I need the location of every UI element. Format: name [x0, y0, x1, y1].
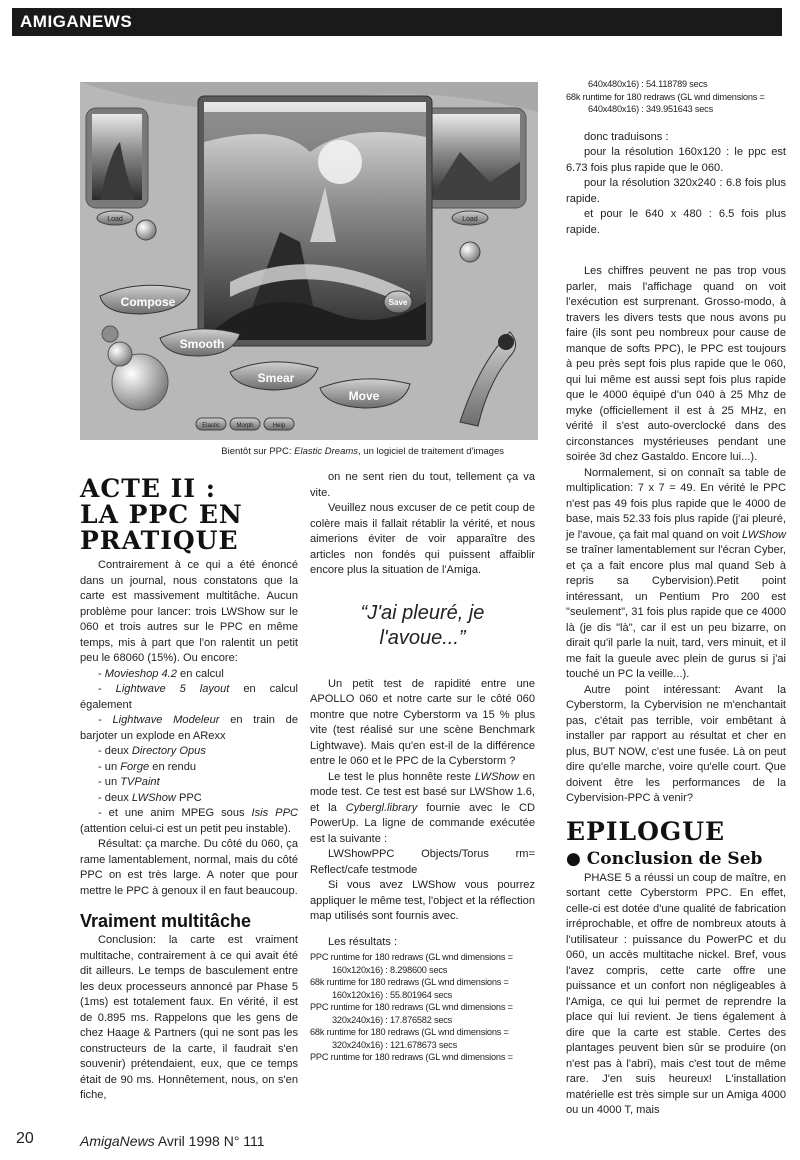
command-line: LWShowPPC Objects/Torus rm= Reflect/cafe testmode [310, 848, 535, 876]
column-2-text [310, 470, 535, 579]
magazine-header-title: AMIGANEWS [20, 12, 133, 31]
heading-line-3: PRATIQUE [80, 526, 239, 555]
paragraph: Si vous avez LWShow vous pourrez appliquer le même test, l'object et la réflection map utilisés sont fournis avec. [310, 879, 535, 922]
result-line: 640x480x16) : 54.118789 secs [588, 79, 708, 89]
paragraph: Un petit test de rapidité entre une APOLLO 060 et notre carte sur le côté 060 montre que notre Cyberstorm va 15 % plus vite (test réalisé sur une scène Benchmark Lightwave). Mais qu'en est-il de la différence entre le 060 et le PPC de la Cyberstorm ? [310, 677, 535, 767]
section-heading-epilogue: EPILOGUE [566, 816, 726, 846]
page-number: 20 [16, 1130, 34, 1147]
result-line: 640x480x16) : 349.951643 secs [588, 104, 713, 114]
figure-caption [80, 446, 504, 457]
result-line: 68k runtime for 180 redraws (GL wnd dimensions = [566, 91, 765, 102]
help-button[interactable]: Help [272, 423, 286, 429]
result-line: 68k runtime for 180 redraws (GL wnd dimensions = 320x240x16) : 121.678673 secs [310, 1027, 509, 1050]
bullet-icon: ● [566, 848, 587, 869]
paragraph: on ne sent rien du tout, tellement ça va vite. [310, 471, 535, 499]
paragraph: Le test le plus honnête reste LWShow en mode test. Ce test est basé sur LWShow 1.6, et la Cybergl.library fournie avec le CD PowerUp. La ligne de commande exécutée est la suivante : [310, 770, 535, 845]
move-button[interactable]: Move [348, 389, 380, 403]
load-button-right[interactable]: Load [462, 216, 478, 223]
paragraph: et pour le 640 x 480 : 6.5 fois plus rapide. [566, 208, 786, 236]
column-3-text [566, 130, 786, 807]
caption-text: Bientôt sur PPC: [221, 446, 295, 457]
page-header-bar [12, 8, 782, 36]
left-arrow-icon[interactable] [136, 220, 156, 240]
heading-line-1: ACTE II : [80, 474, 216, 503]
column-1-text [80, 558, 298, 899]
caption-software-name: Elastic Dreams [294, 446, 359, 457]
column-1 [80, 476, 298, 1104]
list-item: - deux Directory Opus [98, 745, 206, 757]
page-footer [80, 1133, 265, 1149]
pull-quote-line-2: l'avoue...” [379, 626, 466, 649]
result-line: 68k runtime for 180 redraws (GL wnd dimensions = 160x120x16) : 55.801964 secs [310, 977, 509, 1000]
list-item: - deux LWShow PPC [98, 791, 202, 804]
subheading-vraiment-multitache: Vraiment multitâche [80, 911, 252, 931]
paragraph: Résultat: ça marche. Du côté du 060, ça rame lamentablement, normal, mais du côté PPC on est très large. A noter que pour mettre le PPC à genoux il en faut beaucoup. [80, 838, 298, 897]
paragraph: Normalement, si on connaît sa table de multiplication: 7 x 7 = 49. En vérité le PPC n'est pas 49 fois plus rapide que le 4000 de base, mais 52.33 fois plus rapide (j'ai pleuré, je l'avoue, ça fait mal quand on voit LWShow se traîner lamentablement sur l'écran Cyber, et ça a fait encore plus mal quand Seb à repris sa Cybervision).Petit point intéressant, un Pentium Pro 200 est "seulement", 31 fois plus rapide que ce 4000 là (je dis "là", car il est un peu bizarre, on dirait qu'il parle la nuit, tard, vers minuit, et il me fait la gueule avec plein de gurus si j'ai touché un PC la veille...). [566, 466, 787, 680]
smear-button[interactable]: Smear [257, 371, 295, 385]
column-1-text-2 [80, 933, 298, 1104]
save-button[interactable]: Save [388, 298, 408, 307]
heading-line-2: LA PPC EN [80, 500, 243, 529]
results-list [310, 951, 535, 1064]
elastic-dreams-ui-illustration [80, 82, 538, 440]
paragraph: PHASE 5 a réussi un coup de maître, en sortant cette Cyberstorm PPC. En effet, celle-ci est dotée d'une qualité de fabrication irréprochable, et offre de nombreux atouts à l'utilisateur : puissance du PowerPC et du 060, un accès multitache nickel. Bref, vous l'avez compris, cette carte offre une puissance et un confort non négligeables à l'Amiga, ce qui lui permet de reprendre la place qui lui revient. Je tiens également à dire que la carte est stable. Certes des plantages peuvent bien sûr se produire (on n'est pas à l'abri), mais c'est tout de même rare. J'en suis heureux! L'installation matérielle est très simple sur un Amiga 4000 ou un 4000 T, mais [566, 871, 786, 1116]
list-item: - un TVPaint [98, 776, 160, 788]
results-title: Les résultats : [328, 935, 398, 948]
column-3 [566, 78, 786, 1119]
column-2-text-2 [310, 677, 535, 951]
result-line: PPC runtime for 180 redraws (GL wnd dimensions = [310, 1052, 513, 1062]
column-3-text-2 [566, 871, 786, 1119]
footer-issue: Avril 1998 N° 111 [154, 1133, 265, 1149]
paragraph: Conclusion: la carte est vraiment multitache, contrairement à ce qui avait été dit ailleurs. Le temps de basculement entre les deux processeurs annoncé par Phase 5 (1ms) est totalement faux. En vérité, il est de 0.895 ms. Rappelons que les gens de chez Haage & Partners (qui ne sont pas les constructeurs de la carte, il faudrait s'en souvenir) prétendaient, eux, que ce temps était de 90 ms. Honnêtement, nous, on s'en fiche, [80, 934, 298, 1101]
load-button-left[interactable]: Load [107, 216, 123, 223]
results-continued [566, 78, 786, 116]
footer-magazine-name: AmigaNews [80, 1133, 155, 1149]
section-heading-acte-ii [80, 476, 298, 554]
paragraph: donc traduisons : [584, 130, 669, 143]
list-item: - un Forge en rendu [98, 760, 197, 773]
list-item: - Movieshop 4.2 en calcul [98, 667, 224, 680]
column-2 [310, 470, 535, 1064]
paragraph: Contrairement à ce qui a été énoncé dans un journal, nous constatons que la carte est massivement multitâche. Aucun problème pour lancer: trois LWShow sur le 060 et trois autres sur le PPC en même temps, mis à part que l'on ralentit un petit peu le 68060 (15%). Ou encore: [80, 559, 298, 664]
right-arrow-icon[interactable] [460, 242, 480, 262]
caption-text-end: , un logiciel de traitement d'images [358, 446, 504, 457]
pull-quote [310, 601, 535, 651]
smooth-button[interactable]: Smooth [179, 337, 225, 351]
list-item: - Lightwave Modeleur en train de barjoter un explode en ARexx [80, 714, 298, 742]
subheading-conclusion: ● Conclusion de Seb [566, 848, 763, 869]
compose-button[interactable]: Compose [120, 295, 176, 309]
paragraph: Autre point intéressant: Avant la Cyberstorm, la Cybervision ne m'enchantait pas, c'était pas terrible, voir embêtant à installer par rapport au résultat et cher en plus, BUT NOW, c'est une fusée. Là on peut dire qu'elle marche, voire qu'elle court. Que doivent être les performances de la Cybervision-PPC à venir? [566, 683, 786, 804]
paragraph: pour la résolution 160x120 : le ppc est 6.73 fois plus rapide que le 060. [566, 146, 786, 174]
list-item: - Lightwave 5 layout en calcul également [80, 683, 298, 711]
morph-button[interactable]: Morph [236, 423, 254, 429]
elastic-dreams-screenshot [80, 82, 538, 440]
paragraph: Veuillez nous excuser de ce petit coup de colère mais il fallait rétablir la vérité, et nous aimerions éviter de voir apparaître des articles non fondés qui puissent affaiblir encore plus la situation de l'Amiga. [310, 502, 535, 576]
result-line: PPC runtime for 180 redraws (GL wnd dimensions = 320x240x16) : 17.876582 secs [310, 1002, 513, 1025]
paragraph: Les chiffres peuvent ne pas trop vous parler, mais l'affichage quand on voit l'exécution est surprenant. Grosso-modo, à travers les divers tests que nous avons pu faire (ils sont peu nombreux pour cause de manque de softs PPC), le PPC est toujours à peu près sept fois plus rapide que le 060, qui lui même est aussi sept fois plus rapide que le 4000 équipé d'un 040 à 25 Mhz de myke (officiellement il est à 25 MHz, en vérité il s'est auto-overclocké dans des circonstances mystérieuses pendant une soirée 3d chez Gastaldo. Encore lui...). [566, 265, 786, 463]
paragraph: pour la résolution 320x240 : 6.8 fois plus rapide. [566, 177, 786, 205]
result-line: PPC runtime for 180 redraws (GL wnd dimensions = 160x120x16) : 8.298600 secs [310, 952, 513, 975]
paragraph: - et une anim MPEG sous Isis PPC (attention celui-ci est un petit peu instable). [80, 807, 298, 835]
pull-quote-line-1: “J'ai pleuré, je [360, 601, 485, 624]
elastic-button[interactable]: Elastic [202, 423, 220, 429]
